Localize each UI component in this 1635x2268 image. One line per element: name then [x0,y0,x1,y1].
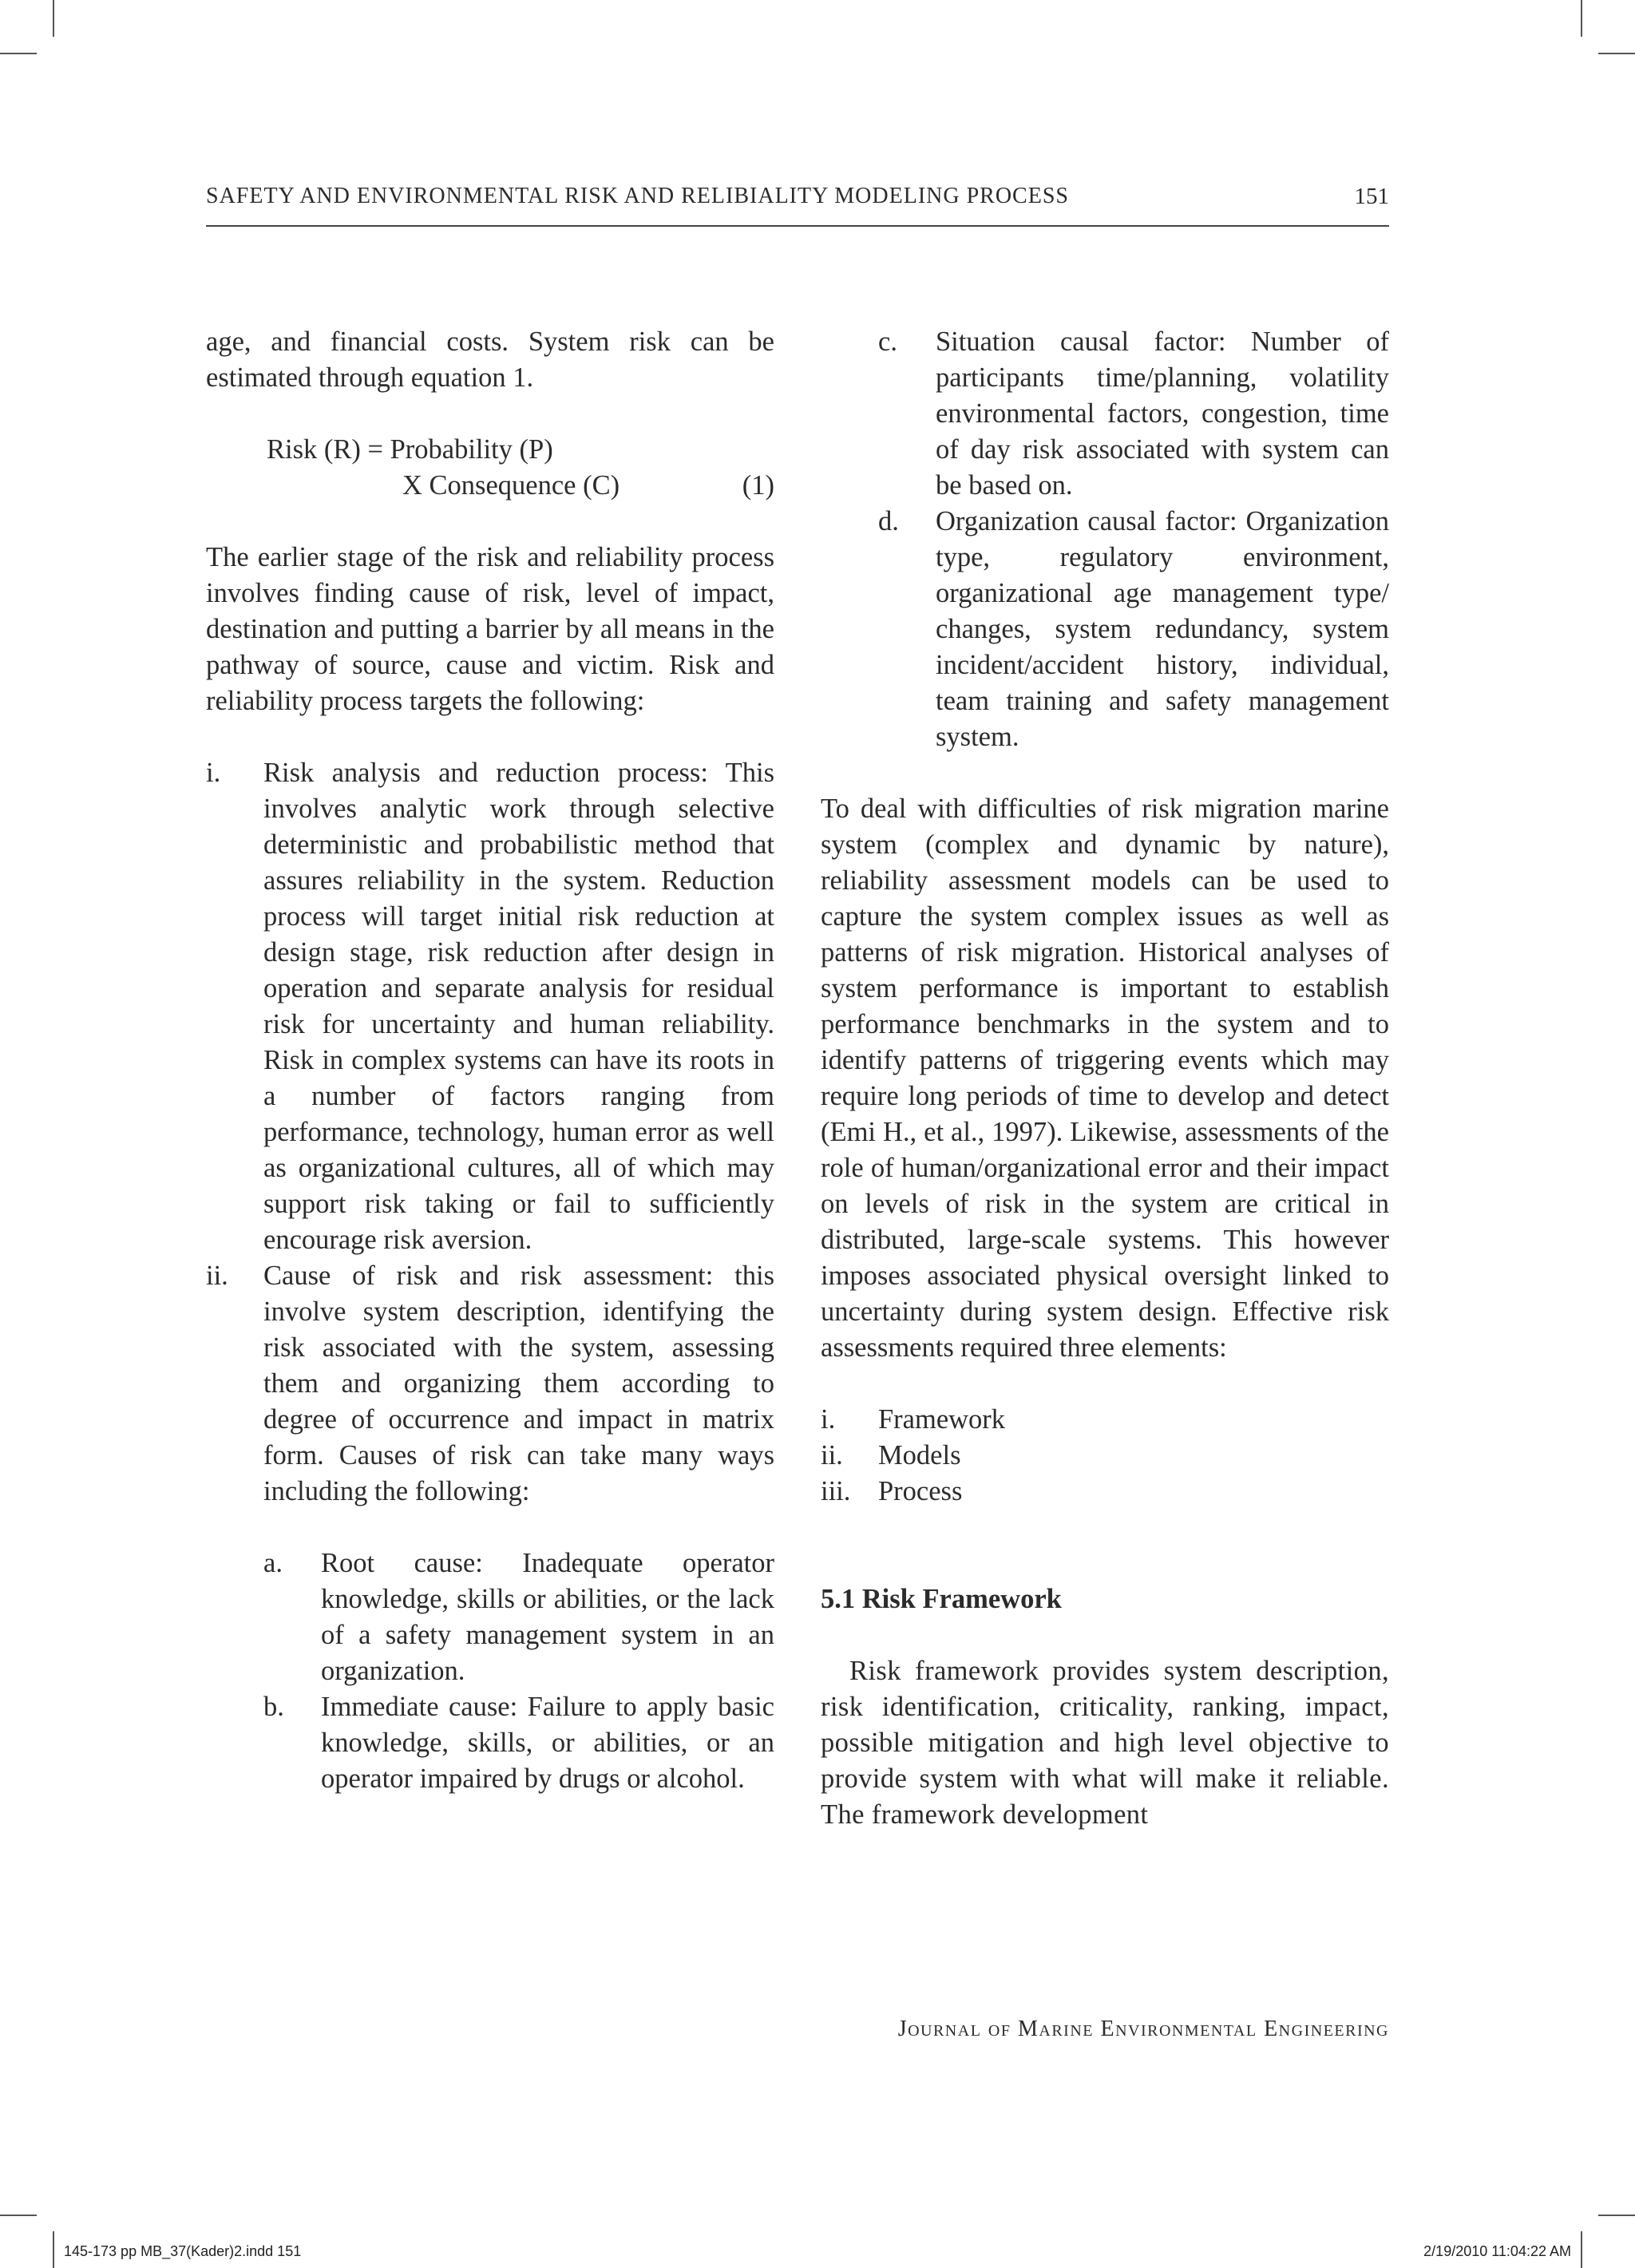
section-heading: 5.1 Risk Framework [821,1584,1062,1614]
list-text: Root cause: Inadequate operator knowledge, skills or abilities, or the lack of a safety management system in an organization. [321,1548,774,1686]
list-marker: b. [263,1692,284,1722]
crop-mark [1598,2215,1635,2216]
list-text: Situation causal factor: Number of participants time/planning, volatility environmental factors, congestion, time of day risk associated with system can be based on. [936,327,1389,501]
equation-line-1: Risk (R) = Probability (P) [267,434,553,465]
elements-list-item [821,1438,1389,1474]
crop-mark [0,53,37,54]
equation-line-2: X Consequence (C) [402,470,620,501]
list-text: Risk analysis and reduction process: This involves analytic work through selective deterministic and probabilistic method that assures reliability in the system. Reduction process will target initial risk reduction at design stage, risk reduction after design in operation and separate analysis for residual risk for uncertainty and human reliability. Risk in complex systems can have its roots in a number of factors ranging from performance, technology, human error as well as organizational cultures, all of which may support risk taking or fail to sufficiently encourage risk aversion. [263,758,774,1255]
elements-list-item [821,1402,1389,1438]
list-marker: iii. [821,1476,851,1506]
crop-mark [53,0,54,37]
sublist-item [206,1689,774,1797]
left-column [206,324,774,1797]
crop-mark [1581,0,1582,37]
list-marker: i. [206,758,221,788]
sublist-item [206,1546,774,1689]
journal-footer: Journal of Marine Environmental Engineering [897,2017,1389,2041]
list-item [206,755,774,1258]
intro-paragraph: age, and financial costs. System risk can be estimated through equation 1. [206,327,774,393]
equation-1 [206,432,774,504]
elements-list-item [821,1474,1389,1510]
section-paragraph: Risk framework provides system description, risk identification, criticality, ranking, impact, possible mitigation and high level objective to provide system with what will make it reliable. The framework development [821,1656,1389,1830]
list-marker: i. [821,1404,836,1435]
list-marker: a. [263,1548,283,1578]
list-marker: d. [878,506,899,536]
file-slug: 145-173 pp MB_37(Kader)2.indd 151 [64,2243,302,2259]
list-text: Models [878,1440,961,1470]
list-marker: ii. [821,1440,843,1470]
running-header-title: SAFETY AND ENVIRONMENTAL RISK AND RELIBIALITY MODELING PROCESS [206,184,1069,208]
list-marker: ii. [206,1261,228,1291]
process-paragraph: The earlier stage of the risk and reliability process involves finding cause of risk, level of impact, destination and putting a barrier by all means in the pathway of source, cause and victim. Risk and reliability process targets the following: [206,542,774,716]
list-text: Immediate cause: Failure to apply basic knowledge, skills, or abilities, or an operator impaired by drugs or alcohol. [321,1692,774,1794]
equation-number: (1) [742,470,774,501]
crop-mark [1598,53,1635,54]
risk-migration-paragraph: To deal with difficulties of risk migration marine system (complex and dynamic by nature), reliability assessment models can be used to capture the system complex issues as well as patterns of risk migration. Historical analyses of system performance is important to establish performance benchmarks in the system and to identify patterns of triggering events which may require long periods of time to develop and detect (Emi H., et al., 1997). Likewise, assessments of the role of human/organizational error and their impact on levels of risk in the system are critical in distributed, large-scale systems. This however imposes associated physical oversight linked to uncertainty during system design. Effective risk assessments required three elements: [821,794,1389,1363]
list-text: Cause of risk and risk assessment: this involve system description, identifying the risk associated with the system, assessing them and organizing them according to degree of occurrence and impact in matrix form. Causes of risk can take many ways including the following: [263,1261,774,1506]
right-column [821,324,1389,1833]
crop-mark [0,2215,37,2216]
crop-mark [53,2231,54,2268]
sublist-item [821,324,1389,504]
list-text: Process [878,1476,963,1506]
date-slug: 2/19/2010 11:04:22 AM [1423,2243,1571,2259]
list-text: Organization causal factor: Organization type, regulatory environment, organizational age management type/ changes, system redundancy, system incident/accident history, individual, team training and safety management system. [936,506,1389,752]
page-number: 151 [1354,184,1389,209]
crop-mark [1581,2231,1582,2268]
list-text: Framework [878,1404,1006,1435]
running-header [206,180,1389,227]
sublist-item [821,504,1389,755]
list-marker: c. [878,327,897,357]
list-item [206,1258,774,1510]
